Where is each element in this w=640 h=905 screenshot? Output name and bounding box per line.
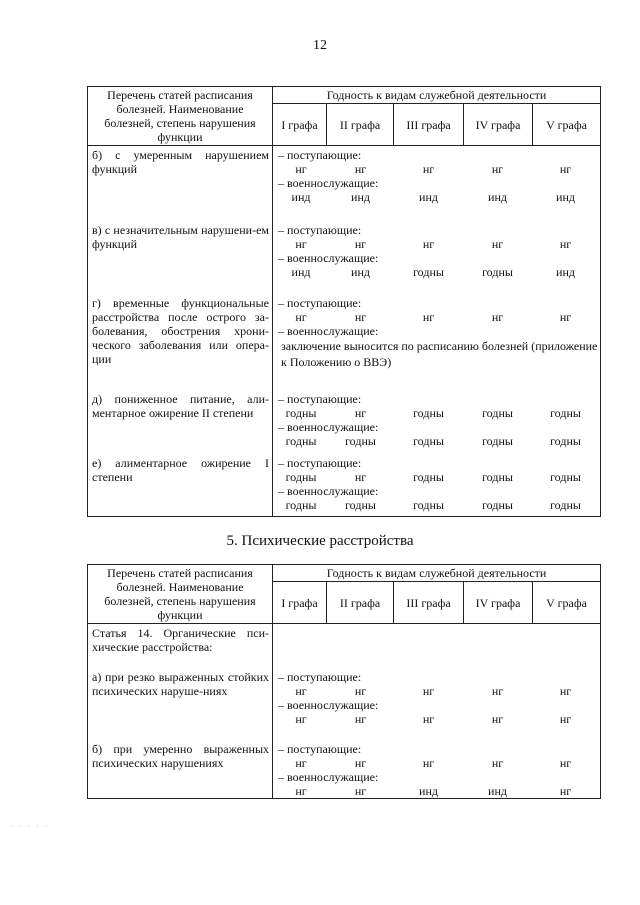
block-e-label: е) алиментарное ожирение I степени <box>92 456 269 484</box>
value: нг <box>422 712 435 726</box>
block-v-values <box>275 223 600 296</box>
incoming-label: – поступающие: <box>278 296 362 310</box>
incoming-values <box>275 237 600 251</box>
column-header-2: II графа <box>327 104 394 146</box>
value: годны <box>550 470 581 484</box>
column-header-5: V графа <box>533 104 601 146</box>
value: нг <box>354 784 367 798</box>
value: нг <box>354 684 367 698</box>
column-header-1: I графа <box>273 104 327 146</box>
block-g-label: г) временные функциональные расстройства после острого за-болевания, обострения хрони-ческого заболевания или опера-ции <box>92 296 269 366</box>
servicemen-label: – военнослужащие: <box>278 484 379 498</box>
block-b2-label: б) при умеренно выраженных психических нарушениях <box>92 742 269 770</box>
incoming-values <box>275 406 600 420</box>
value: нг <box>295 684 307 698</box>
value: нг <box>559 310 572 324</box>
value: нг <box>559 756 572 770</box>
value: нг <box>422 162 435 176</box>
servicemen-label: – военнослужащие: <box>278 420 379 434</box>
incoming-values <box>275 684 600 698</box>
value: нг <box>422 684 435 698</box>
value: годны <box>285 498 317 512</box>
block-g-values <box>275 296 600 392</box>
block-b-values <box>275 148 600 223</box>
value: нг <box>559 162 572 176</box>
value: нг <box>491 162 504 176</box>
row-label <box>88 146 273 517</box>
value: инд <box>291 190 311 204</box>
value: годны <box>285 470 317 484</box>
block-d-label: д) пониженное питание, али-ментарное ожирение II степени <box>92 392 269 420</box>
value: нг <box>295 784 307 798</box>
block-v-label: в) с незначительным нарушени-ем функций <box>92 223 269 251</box>
value: нг <box>354 712 367 726</box>
servicemen-label: – военнослужащие: <box>278 324 379 338</box>
value: годны <box>482 470 513 484</box>
value: нг <box>295 712 307 726</box>
value: нг <box>559 684 572 698</box>
value: годны <box>413 498 444 512</box>
value: годны <box>413 406 444 420</box>
servicemen-label: – военнослужащие: <box>278 698 379 712</box>
block-e-values <box>275 456 600 516</box>
value: годны <box>285 406 317 420</box>
value: нг <box>491 756 504 770</box>
value: нг <box>559 784 572 798</box>
column-header-4: IV графа <box>464 582 533 624</box>
header-fitness: Годность к видам служебной деятельности <box>273 87 601 104</box>
column-header-1: I графа <box>273 582 327 624</box>
value: нг <box>559 712 572 726</box>
row-label <box>88 624 273 799</box>
value: нг <box>354 162 367 176</box>
value: нг <box>354 406 367 420</box>
value: нг <box>422 237 435 251</box>
value: нг <box>354 756 367 770</box>
incoming-label: – поступающие: <box>278 742 362 756</box>
incoming-values <box>275 470 600 484</box>
servicemen-values <box>275 498 600 512</box>
value: годны <box>550 498 581 512</box>
value: нг <box>354 310 367 324</box>
value: инд <box>488 190 507 204</box>
column-header-3: III графа <box>394 582 464 624</box>
value: годны <box>345 434 376 448</box>
fitness-table-2 <box>87 564 601 799</box>
incoming-label: – поступающие: <box>278 148 362 162</box>
row-values <box>273 146 601 517</box>
incoming-label: – поступающие: <box>278 223 362 237</box>
value: инд <box>488 784 507 798</box>
incoming-label: – поступающие: <box>278 456 362 470</box>
incoming-values <box>275 756 600 770</box>
value: годны <box>550 434 581 448</box>
servicemen-values <box>275 784 600 798</box>
fitness-table-1 <box>87 86 601 517</box>
block-b2-values <box>275 742 600 798</box>
column-header-5: V графа <box>533 582 601 624</box>
value: годны <box>482 498 513 512</box>
value: инд <box>419 190 438 204</box>
value: нг <box>491 237 504 251</box>
column-header-3: III графа <box>394 104 464 146</box>
servicemen-values <box>275 265 600 279</box>
incoming-values <box>275 310 600 324</box>
servicemen-values <box>275 712 600 726</box>
block-b-label: б) с умеренным нарушением функций <box>92 148 269 176</box>
servicemen-note: заключение выносится по расписанию болезней (приложение к Положению о ВВЭ) <box>281 339 598 369</box>
servicemen-label: – военнослужащие: <box>278 770 379 784</box>
value: годны <box>413 265 444 279</box>
value: нг <box>295 237 307 251</box>
value: нг <box>354 237 367 251</box>
column-header-4: IV графа <box>464 104 533 146</box>
page-number: 12 <box>313 38 327 53</box>
incoming-values <box>275 162 600 176</box>
scan-speckles: ····· <box>10 822 54 831</box>
value: инд <box>291 265 311 279</box>
value: годны <box>413 470 444 484</box>
incoming-label: – поступающие: <box>278 392 362 406</box>
header-fitness: Годность к видам служебной деятельности <box>273 565 601 582</box>
value: годны <box>482 434 513 448</box>
block-a-values <box>275 670 600 742</box>
value: нг <box>422 756 435 770</box>
value: нг <box>491 684 504 698</box>
value: годны <box>482 406 513 420</box>
value: нг <box>295 162 307 176</box>
servicemen-label: – военнослужащие: <box>278 251 379 265</box>
value: нг <box>422 310 435 324</box>
value: инд <box>351 190 370 204</box>
section-title: 5. Психические расстройства <box>226 533 414 549</box>
value: годны <box>413 434 444 448</box>
value: нг <box>559 237 572 251</box>
value: инд <box>556 190 575 204</box>
value: нг <box>491 310 504 324</box>
value: инд <box>351 265 370 279</box>
incoming-label: – поступающие: <box>278 670 362 684</box>
value: инд <box>419 784 438 798</box>
value: годны <box>550 406 581 420</box>
value: нг <box>354 470 367 484</box>
value: годны <box>482 265 513 279</box>
servicemen-values <box>275 190 600 204</box>
column-header-2: II графа <box>327 582 394 624</box>
servicemen-values <box>275 434 600 448</box>
servicemen-label: – военнослужащие: <box>278 176 379 190</box>
value: годны <box>345 498 376 512</box>
header-list-of-articles: Перечень статей расписания болезней. Наименование болезней, степень нарушения функции <box>88 565 273 624</box>
header-list-of-articles: Перечень статей расписания болезней. Наименование болезней, степень нарушения функции <box>88 87 273 146</box>
value: нг <box>295 310 307 324</box>
article-14-label: Статья 14. Органические пси-хические расстройства: <box>92 626 269 654</box>
value: нг <box>295 756 307 770</box>
value: инд <box>556 265 575 279</box>
block-d-values <box>275 392 600 456</box>
block-a-label: а) при резко выраженных стойких психических наруше-ниях <box>92 670 269 698</box>
row-values <box>273 624 601 799</box>
value: нг <box>491 712 504 726</box>
value: годны <box>285 434 317 448</box>
